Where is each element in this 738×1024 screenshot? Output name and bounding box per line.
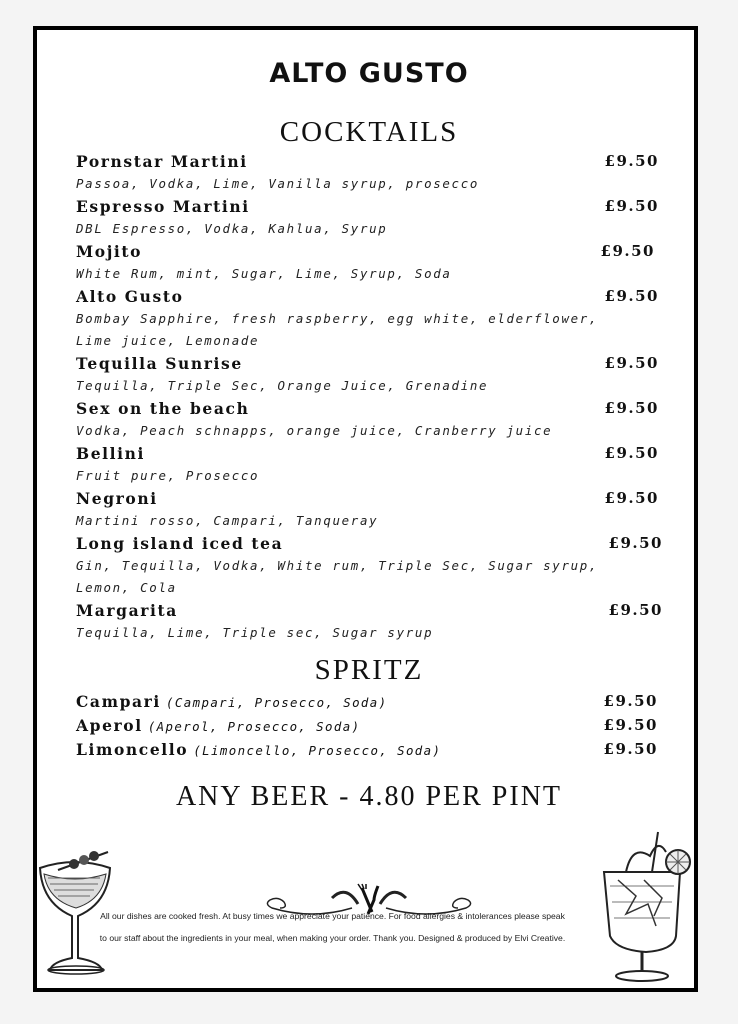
cocktail-description: DBL Espresso, Vodka, Kahlua, Syrup — [76, 221, 388, 236]
cocktail-price: £9.50 — [604, 287, 659, 305]
cocktail-item — [76, 599, 663, 644]
allergy-footer — [80, 905, 585, 949]
spritz-name: Aperol — [76, 716, 143, 735]
cocktail-item — [76, 532, 663, 599]
spritz-price: £9.50 — [603, 716, 658, 734]
cocktail-description: Vodka, Peach schnapps, orange juice, Cranberry juice — [76, 423, 553, 438]
cocktail-description: White Rum, mint, Sugar, Lime, Syrup, Soda — [76, 266, 452, 281]
cocktail-description: Fruit pure, Prosecco — [76, 468, 260, 483]
spritz-ingredients: (Campari, Prosecco, Soda) — [166, 695, 388, 710]
spritz-item — [76, 738, 658, 762]
spritz-price: £9.50 — [603, 740, 658, 758]
cocktail-name: Pornstar Martini — [76, 152, 248, 171]
cocktail-description: Gin, Tequilla, Vodka, White rum, Triple Sec, Sugar syrup, Lemon, Cola — [76, 558, 599, 595]
cocktail-price: £9.50 — [604, 489, 659, 507]
cocktail-item — [76, 442, 659, 487]
cocktail-item — [76, 195, 659, 240]
cocktail-name: Sex on the beach — [76, 399, 250, 418]
cocktail-price: £9.50 — [604, 197, 659, 215]
cocktail-description: Tequilla, Lime, Triple sec, Sugar syrup — [76, 625, 434, 640]
cocktail-price: £9.50 — [600, 242, 655, 260]
cocktail-name: Bellini — [76, 444, 145, 463]
spritz-name: Limoncello — [76, 740, 189, 759]
cocktail-item — [76, 240, 659, 285]
cocktail-item — [76, 487, 659, 532]
spritz-item — [76, 714, 658, 738]
spritz-heading: SPRITZ — [314, 654, 424, 686]
spritz-ingredients: (Limoncello, Prosecco, Soda) — [193, 743, 442, 758]
beer-offer: ANY BEER - 4.80 PER PINT — [175, 781, 563, 812]
cocktail-item — [76, 397, 659, 442]
cocktail-description: Passoa, Vodka, Lime, Vanilla syrup, prosecco — [76, 176, 480, 191]
cocktail-description: Tequilla, Triple Sec, Orange Juice, Grenadine — [76, 378, 489, 393]
cocktail-price: £9.50 — [604, 444, 659, 462]
cocktail-price: £9.50 — [604, 399, 659, 417]
cocktail-item — [76, 352, 659, 397]
cocktail-item — [76, 285, 659, 352]
footer-line-2: to our staff about the ingredients in your meal, when making your order. Thank you. Designed & produced by Elvi Creative. — [99, 933, 566, 943]
cocktails-heading: COCKTAILS — [279, 116, 459, 148]
cocktail-glass-right-icon — [596, 826, 700, 988]
restaurant-title: ALTO GUSTO — [269, 58, 469, 89]
cocktail-price: £9.50 — [604, 354, 659, 372]
spritz-list — [76, 690, 658, 762]
spritz-ingredients: (Aperol, Prosecco, Soda) — [147, 719, 361, 734]
spritz-price: £9.50 — [603, 692, 658, 710]
cocktail-name: Margarita — [76, 601, 178, 620]
cocktail-price: £9.50 — [604, 152, 659, 170]
cocktail-name: Long island iced tea — [76, 534, 284, 553]
cocktail-description: Bombay Sapphire, fresh raspberry, egg white, elderflower, Lime juice, Lemonade — [76, 311, 599, 348]
cocktail-name: Espresso Martini — [76, 197, 250, 216]
cocktail-name: Tequilla Sunrise — [76, 354, 243, 373]
footer-line-1: All our dishes are cooked fresh. At busy times we appreciate your patience. For food allergies & intolerances please speak — [100, 911, 565, 921]
spritz-item — [76, 690, 658, 714]
cocktail-name: Alto Gusto — [76, 287, 184, 306]
cocktail-name: Mojito — [76, 242, 143, 261]
cocktail-price: £9.50 — [608, 534, 663, 552]
cocktail-list — [76, 150, 663, 644]
cocktail-name: Negroni — [76, 489, 158, 508]
spritz-name: Campari — [76, 692, 161, 711]
cocktail-item — [76, 150, 659, 195]
cocktail-price: £9.50 — [608, 601, 663, 619]
cocktail-description: Martini rosso, Campari, Tanqueray — [76, 513, 379, 528]
